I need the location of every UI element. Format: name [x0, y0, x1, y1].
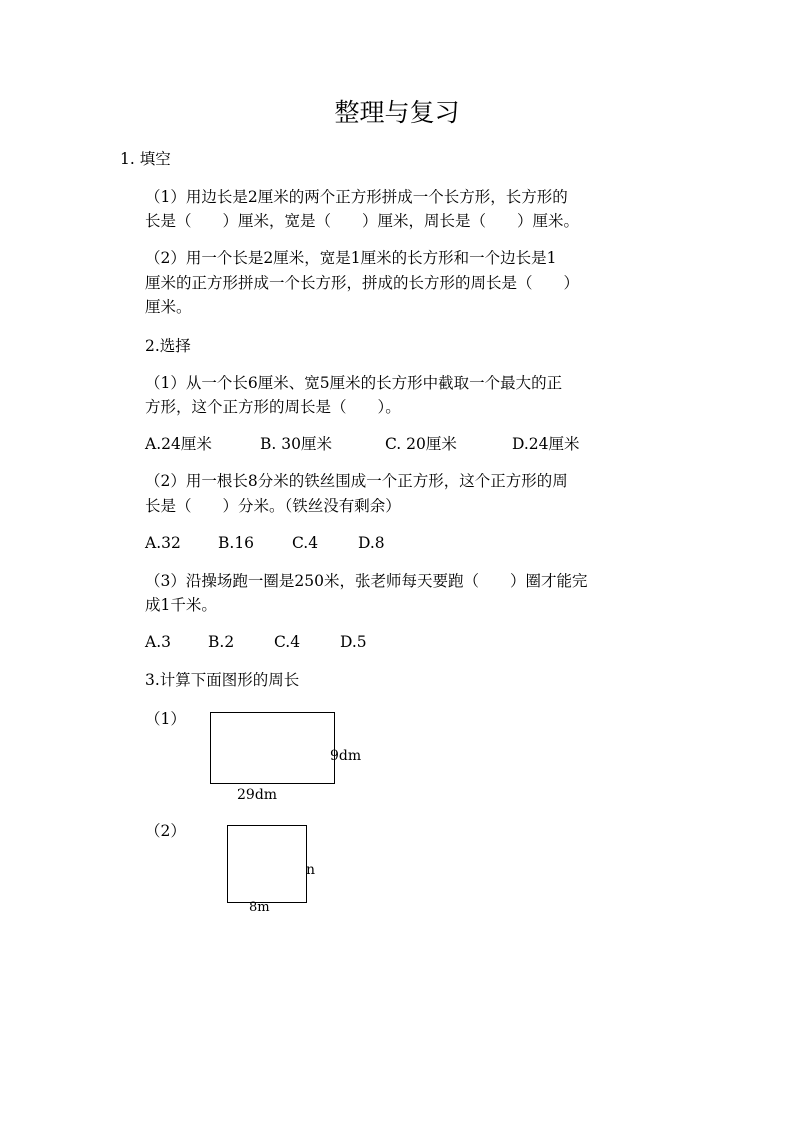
s2-q1-option-d: D.24厘米 — [512, 435, 580, 453]
fig2-side-label: n — [306, 862, 316, 878]
page-title: 整理与复习 — [334, 98, 460, 127]
s1-q2-line1: （2）用一个长是2厘米，宽是1厘米的长方形和一个边长是1 — [145, 249, 557, 267]
s2-q2-option-b: B.16 — [218, 534, 255, 552]
s2-q1-option-c: C. 20厘米 — [385, 435, 457, 453]
s2-q3-option-c: C.4 — [274, 633, 301, 651]
s2-q3-line1: （3）沿操场跑一圈是250米，张老师每天要跑（ ）圈才能完 — [145, 572, 588, 590]
fig1-bottom-label: 29dm — [237, 787, 278, 803]
s2-q1-option-a: A.24厘米 — [145, 435, 212, 453]
s2-q2-line1: （2）用一根长8分米的铁丝围成一个正方形，这个正方形的周 — [145, 472, 568, 490]
s2-q3-option-d: D.5 — [340, 633, 367, 651]
section-1-heading: 1. 填空 — [120, 150, 171, 168]
fig1-label: （1） — [145, 710, 186, 728]
s2-q2-option-d: D.8 — [358, 534, 385, 552]
s2-q2-line2: 长是（ ）分米。（铁丝没有剩余） — [145, 497, 401, 515]
s1-q1-line1: （1）用边长是2厘米的两个正方形拼成一个长方形，长方形的 — [145, 188, 568, 206]
section-3-heading: 3.计算下面图形的周长 — [145, 671, 300, 689]
s2-q1-line1: （1）从一个长6厘米、宽5厘米的长方形中截取一个最大的正 — [145, 374, 563, 392]
fig2-bottom-label: 8m — [249, 900, 270, 915]
s2-q1-line2: 方形，这个正方形的周长是（ ）。 — [145, 398, 401, 416]
s1-q2-line2: 厘米的正方形拼成一个长方形，拼成的长方形的周长是（ ） — [145, 274, 580, 292]
fig1-rectangle — [210, 712, 335, 784]
s1-q2-line3: 厘米。 — [145, 298, 192, 316]
s1-q1-line2: 长是（ ）厘米，宽是（ ）厘米，周长是（ ）厘米。 — [145, 212, 580, 230]
fig2-label: （2） — [145, 822, 186, 840]
section-2-heading: 2.选择 — [145, 337, 191, 355]
fig2-square — [227, 825, 307, 903]
s2-q2-option-c: C.4 — [292, 534, 319, 552]
s2-q3-line2: 成1千米。 — [145, 596, 217, 614]
s2-q1-option-b: B. 30厘米 — [260, 435, 332, 453]
s2-q2-option-a: A.32 — [145, 534, 181, 552]
s2-q3-option-a: A.3 — [145, 633, 171, 651]
s2-q3-option-b: B.2 — [208, 633, 235, 651]
fig1-side-label: 9dm — [330, 748, 362, 764]
